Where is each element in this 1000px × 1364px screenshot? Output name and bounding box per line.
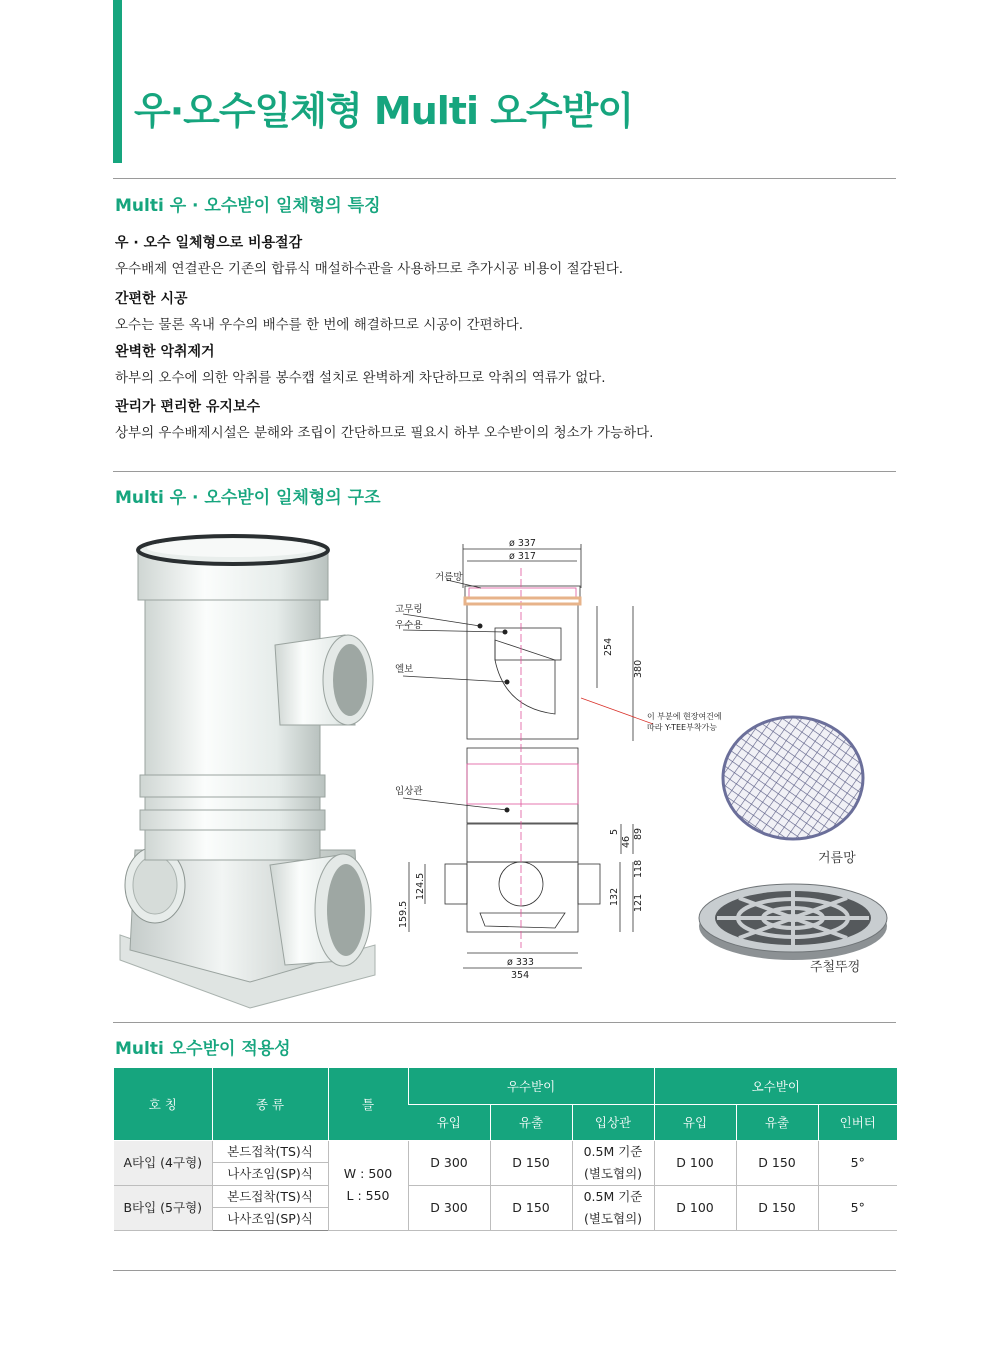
header-frame: 틀 — [328, 1068, 408, 1140]
cast-iron-cover-image — [697, 876, 889, 962]
divider-applicability — [113, 1022, 896, 1023]
row-a-type-2: 나사조임(SP)식 — [212, 1163, 328, 1186]
note-line-2: 따라 Y-TEE부착가능 — [647, 723, 717, 732]
label-rainwater: 우수용 — [395, 620, 423, 631]
row-b-sewage-outlet: D 150 — [736, 1185, 818, 1230]
frame-length: L : 550 — [346, 1188, 390, 1203]
feature-title-2: 간편한 시공 — [115, 291, 188, 307]
header-type: 종 류 — [212, 1068, 328, 1140]
dim-121: 121 — [633, 893, 644, 912]
dim-d333: ø 333 — [507, 957, 534, 968]
header-rain-riser: 입상관 — [572, 1104, 654, 1140]
product-photo — [110, 520, 380, 1010]
page-title: 우·오수일체형 Multi 오수받이 — [134, 89, 634, 133]
label-elbow: 엘보 — [395, 664, 414, 675]
header-rain-group: 우수받이 — [408, 1068, 654, 1104]
feature-desc-3: 하부의 오수에 의한 악취를 봉수캡 설치로 완벽하게 차단하므로 악취의 역류가 없다. — [115, 370, 606, 386]
row-b-rain-inlet: D 300 — [408, 1185, 490, 1230]
row-a-name: A타입 (4구형) — [114, 1140, 212, 1185]
cover-caption: 주철뚜껑 — [810, 960, 861, 975]
dim-5: 5 — [609, 828, 620, 835]
frame-width: W : 500 — [343, 1166, 393, 1181]
row-b-name: B타입 (5구형) — [114, 1185, 212, 1230]
header-name: 호 칭 — [114, 1068, 212, 1140]
feature-title-1: 우 · 오수 일체형으로 비용절감 — [115, 235, 303, 251]
row-b-riser — [572, 1185, 654, 1230]
header-sewage-outlet: 유출 — [736, 1104, 818, 1140]
mesh-caption: 거름망 — [818, 851, 856, 866]
features-heading: Multi 우 · 오수받이 일체형의 특징 — [115, 196, 381, 216]
row-a-rain-inlet: D 300 — [408, 1140, 490, 1185]
dim-132: 132 — [609, 887, 620, 906]
note-line-1: 이 부분에 현장여건에 — [647, 712, 722, 721]
dim-124-5: 124.5 — [415, 872, 426, 900]
header-sewage-inlet: 유입 — [654, 1104, 736, 1140]
structure-heading: Multi 우 · 오수받이 일체형의 구조 — [115, 488, 381, 508]
label-strainer: 거름망 — [435, 572, 463, 583]
row-b-inverter: 5° — [818, 1185, 897, 1230]
structure-drawing — [385, 528, 725, 988]
header-sewage-group: 오수받이 — [654, 1068, 897, 1104]
header-sewage-inverter: 인버터 — [818, 1104, 897, 1140]
row-a-riser-line-2: (별도협의) — [583, 1165, 643, 1181]
label-riser: 입상관 — [395, 786, 423, 797]
divider-top — [113, 178, 896, 179]
dim-d337: ø 337 — [509, 538, 536, 549]
feature-desc-2: 오수는 물론 옥내 우수의 배수를 한 번에 해결하므로 시공이 간편하다. — [115, 317, 524, 333]
label-rubber-ring: 고무링 — [395, 604, 423, 615]
row-b-riser-line-1: 0.5M 기준 — [583, 1188, 643, 1204]
table-row — [114, 1140, 897, 1163]
row-a-type-1: 본드접착(TS)식 — [212, 1140, 328, 1163]
dim-118: 118 — [633, 859, 644, 878]
applicability-table — [114, 1068, 897, 1231]
dim-46: 46 — [621, 835, 632, 848]
dim-159-5: 159.5 — [398, 900, 409, 928]
row-a-inverter: 5° — [818, 1140, 897, 1185]
header-rain-outlet: 유출 — [490, 1104, 572, 1140]
dim-354: 354 — [511, 970, 530, 981]
row-a-sewage-inlet: D 100 — [654, 1140, 736, 1185]
feature-desc-4: 상부의 우수배제시설은 분해와 조립이 간단하므로 필요시 하부 오수받이의 청소가 가능하다. — [115, 425, 654, 441]
row-a-riser — [572, 1140, 654, 1185]
feature-title-3: 완벽한 악취제거 — [115, 344, 215, 360]
frame-size-cell — [328, 1140, 408, 1230]
row-b-sewage-inlet: D 100 — [654, 1185, 736, 1230]
row-b-type-1: 본드접착(TS)식 — [212, 1185, 328, 1208]
row-b-type-2: 나사조임(SP)식 — [212, 1208, 328, 1231]
row-b-rain-outlet: D 150 — [490, 1185, 572, 1230]
dim-254: 254 — [603, 637, 614, 656]
row-b-riser-line-2: (별도협의) — [583, 1210, 643, 1226]
divider-structure — [113, 471, 896, 472]
feature-desc-1: 우수배제 연결관은 기존의 합류식 매설하수관을 사용하므로 추가시공 비용이 절감된다. — [115, 261, 624, 277]
table-row — [114, 1185, 897, 1208]
row-a-riser-line-1: 0.5M 기준 — [583, 1143, 643, 1159]
dim-d317: ø 317 — [509, 551, 536, 562]
dim-380: 380 — [633, 659, 644, 678]
divider-bottom — [113, 1270, 896, 1271]
feature-title-4: 관리가 편리한 유지보수 — [115, 399, 260, 415]
applicability-heading: Multi 오수받이 적용성 — [115, 1039, 291, 1059]
title-accent-bar — [113, 0, 122, 163]
row-a-rain-outlet: D 150 — [490, 1140, 572, 1185]
dim-89: 89 — [633, 827, 644, 840]
header-rain-inlet: 유입 — [408, 1104, 490, 1140]
row-a-sewage-outlet: D 150 — [736, 1140, 818, 1185]
strainer-mesh-image — [718, 712, 868, 844]
